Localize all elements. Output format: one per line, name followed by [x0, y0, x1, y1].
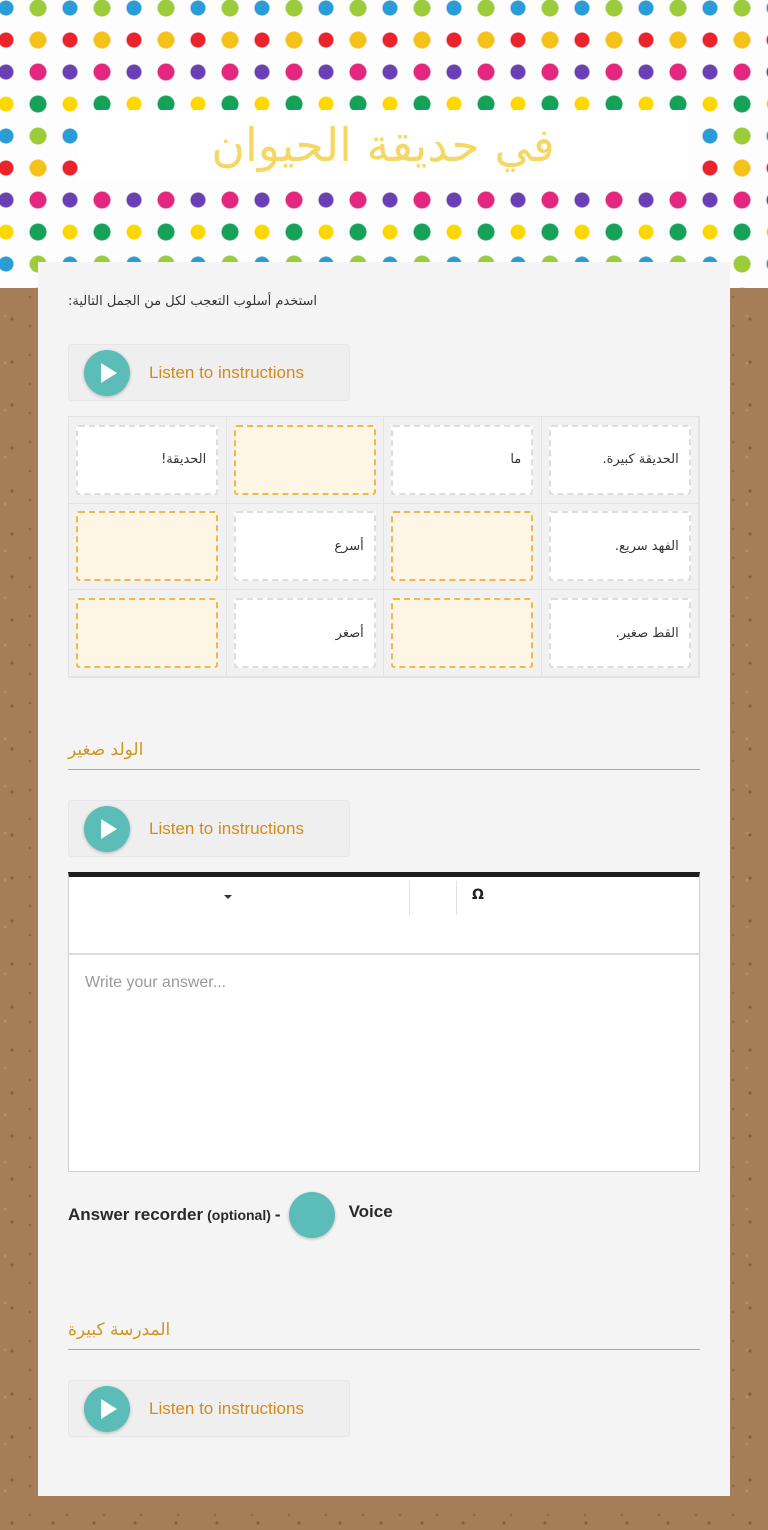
recorder-optional: (optional): [207, 1207, 271, 1223]
grid-cell: [384, 417, 542, 504]
toolbar-divider: [456, 881, 457, 915]
play-icon: [84, 1386, 130, 1432]
chevron-down-icon[interactable]: [224, 895, 232, 899]
instruction-text: استخدم أسلوب التعجب لكل من الجمل التالية:: [68, 294, 318, 309]
grid-cell: [69, 590, 227, 677]
section-title-1-text: الولد صغير: [68, 740, 144, 760]
drop-zone[interactable]: [76, 511, 218, 581]
listen-instructions-button-2[interactable]: [68, 800, 350, 857]
grid-cell: [542, 504, 700, 591]
play-icon: [84, 350, 130, 396]
record-button[interactable]: [289, 1192, 335, 1238]
section-title-1: [68, 740, 700, 770]
listen-instructions-button-3[interactable]: [68, 1380, 350, 1437]
word-card[interactable]: أصغر: [234, 598, 376, 668]
word-card[interactable]: القط صغير.: [549, 598, 691, 668]
grid-cell: [69, 417, 227, 504]
drop-zone[interactable]: [391, 511, 533, 581]
drop-zone[interactable]: [391, 598, 533, 668]
grid-cell: [384, 590, 542, 677]
listen-label: Listen to instructions: [149, 818, 304, 838]
header-banner: [0, 0, 768, 288]
drop-zone[interactable]: [234, 425, 376, 495]
section-title-2-text: المدرسة كبيرة: [68, 1320, 171, 1340]
recorder-label: Answer recorder: [68, 1205, 204, 1224]
grid-cell: [542, 590, 700, 677]
grid-cell: [69, 504, 227, 591]
voice-label: Voice: [348, 1202, 393, 1221]
recorder-dash: -: [274, 1205, 281, 1224]
grid-cell: [227, 504, 385, 591]
answer-editor: [68, 872, 700, 1172]
play-icon: [84, 806, 130, 852]
word-card[interactable]: الفهد سريع.: [549, 511, 691, 581]
title-banner: [78, 110, 688, 180]
answer-input[interactable]: [69, 957, 699, 1172]
page-title: في حديقة الحيوان: [211, 118, 555, 172]
word-card[interactable]: ما: [391, 425, 533, 495]
word-card[interactable]: الحديقة كبيرة.: [549, 425, 691, 495]
listen-label: Listen to instructions: [149, 1398, 304, 1418]
drag-drop-grid: [68, 416, 700, 678]
listen-label: Listen to instructions: [149, 362, 304, 382]
editor-toolbar: [69, 877, 699, 955]
word-card[interactable]: الحديقة!: [76, 425, 218, 495]
grid-cell: [227, 590, 385, 677]
special-character-button[interactable]: Ω: [472, 887, 484, 903]
answer-recorder: [68, 1192, 393, 1238]
toolbar-divider: [409, 881, 410, 915]
word-card[interactable]: أسرع: [234, 511, 376, 581]
grid-cell: [384, 504, 542, 591]
grid-cell: [542, 417, 700, 504]
grid-cell: [227, 417, 385, 504]
section-title-2: [68, 1320, 700, 1350]
drop-zone[interactable]: [76, 598, 218, 668]
listen-instructions-button[interactable]: [68, 344, 350, 401]
